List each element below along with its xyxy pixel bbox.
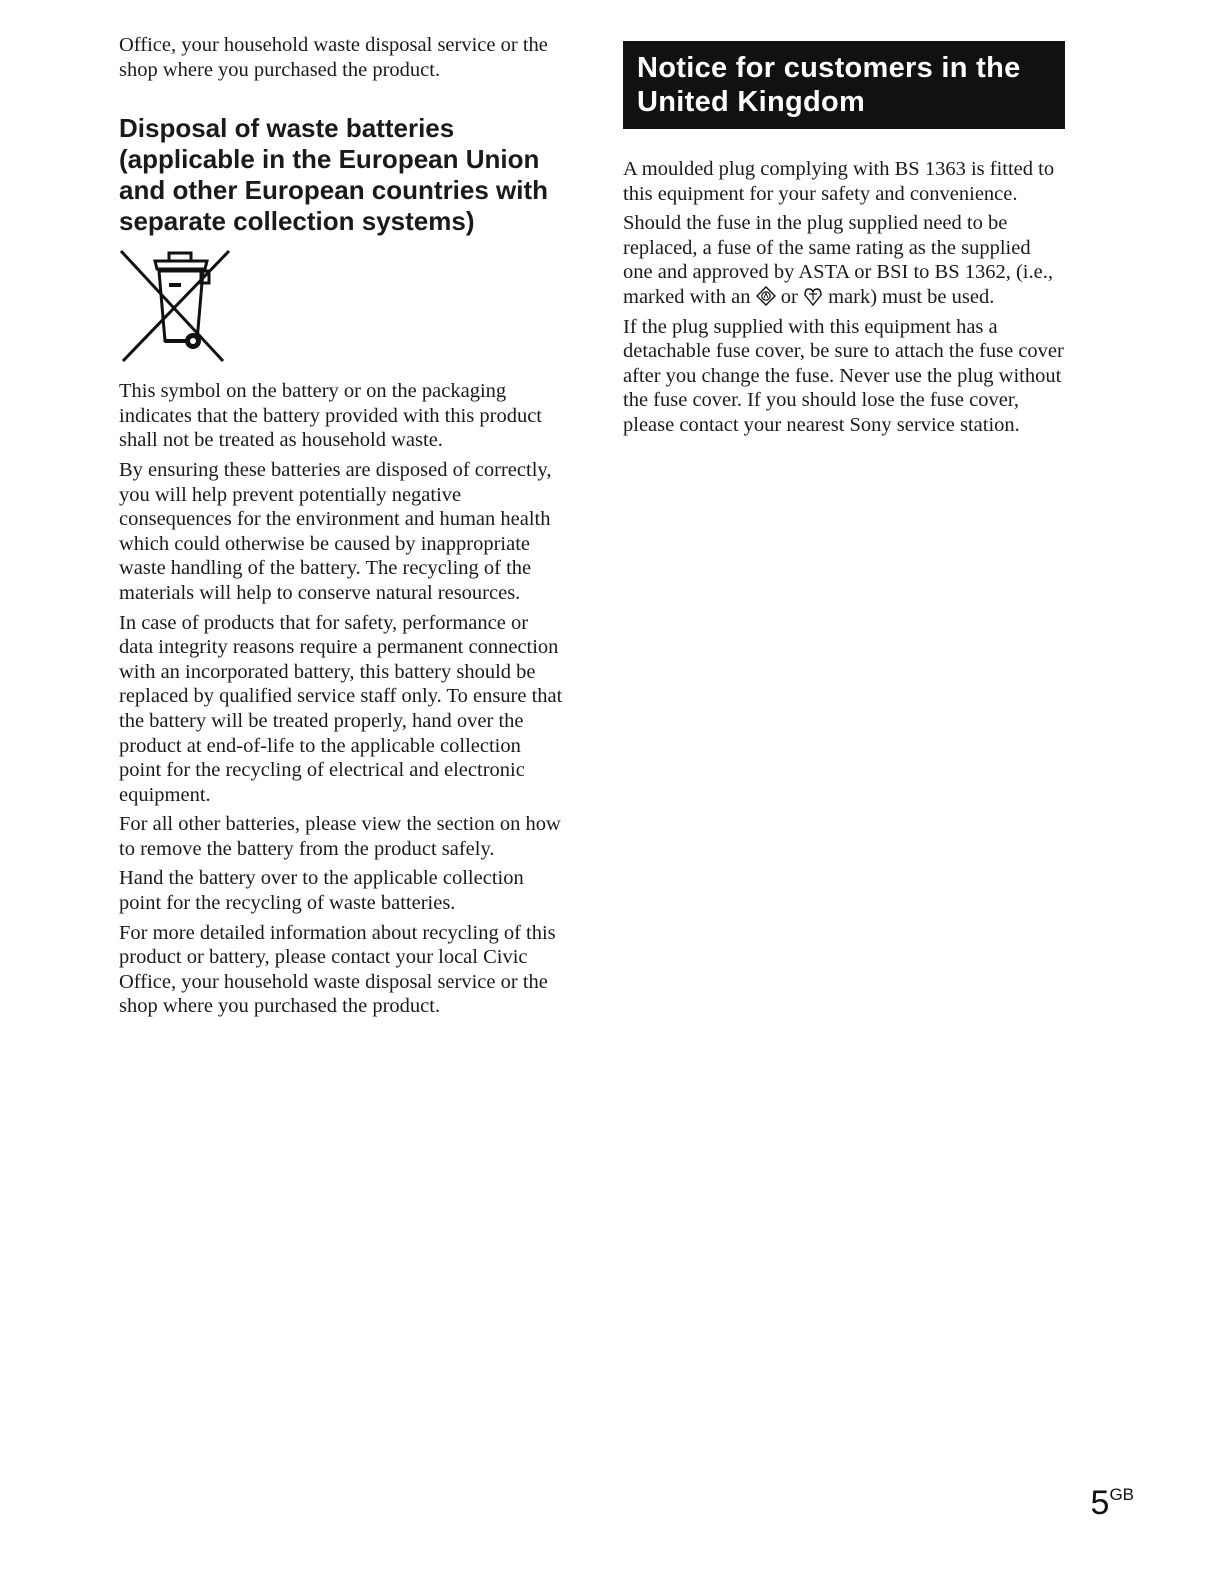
crossed-out-wheeled-bin-icon [119,249,239,365]
paragraph-fuse-replacement [623,211,1065,309]
bsi-kitemark-icon [803,286,823,306]
paragraph-symbol-meaning: This symbol on the battery or on the packaging indicates that the battery provided with this product shall not be treated as household waste. [119,380,542,452]
paragraph-more-information: For more detailed information about recycling of this product or battery, please contact your local Civic Office, your household waste disposal service or the shop where you purchased the product. [119,921,556,1018]
fuse-text-before: Should the fuse in the plug supplied need to be replaced, a fuse of the same rating as the supplied one and approved by ASTA or BSI to BS 1362, (i.e., marked with an [623,212,1053,308]
right-column [623,33,1065,443]
asta-mark-icon [756,286,776,306]
fuse-text-after: mark) must be used. [828,285,995,308]
page-number [1091,1484,1134,1523]
paragraph-other-batteries: For all other batteries, please view the section on how to remove the battery from the product safely. [119,813,561,860]
uk-notice-heading [623,41,1065,129]
paragraph-moulded-plug: A moulded plug complying with BS 1363 is fitted to this equipment for your safety and convenience. [623,158,1055,205]
battery-disposal-heading: Disposal of waste batteries (applicable in the European Union and other European countries with separate collection systems) [119,113,549,237]
page-number-suffix: GB [1109,1485,1134,1504]
intro-continued: Office, your household waste disposal service or the shop where you purchased the product. [119,34,548,81]
left-column [119,33,564,1024]
uk-notice-heading-line1: Notice for customers in the [637,52,1021,84]
paragraph-proper-disposal: By ensuring these batteries are disposed of correctly, you will help prevent potentially negative consequences for the environment and human health which could otherwise be caused by inappropriate waste handling of the battery. The recycling of the materials will help to conserve natural resources. [119,458,552,604]
fuse-text-or: or [780,285,798,308]
paragraph-hand-over: Hand the battery over to the applicable collection point for the recycling of waste batteries. [119,867,524,915]
paragraph-incorporated-battery: In case of products that for safety, performance or data integrity reasons require a permanent connection with an incorporated battery, this battery should be replaced by qualified service staff only. To ensure that the battery will be treated properly, hand over the product at end-of-life to the applicable collection point for the recycling of electrical and electronic equipment. [119,611,563,806]
paragraph-fuse-cover: If the plug supplied with this equipment has a detachable fuse cover, be sure to attach the fuse cover after you change the fuse. Never use the plug without the fuse cover. If you should lose the fuse cover, please contact your nearest Sony service station. [623,315,1064,436]
page-number-value: 5 [1090,1484,1110,1522]
uk-notice-heading-line2: United Kingdom [637,86,866,118]
